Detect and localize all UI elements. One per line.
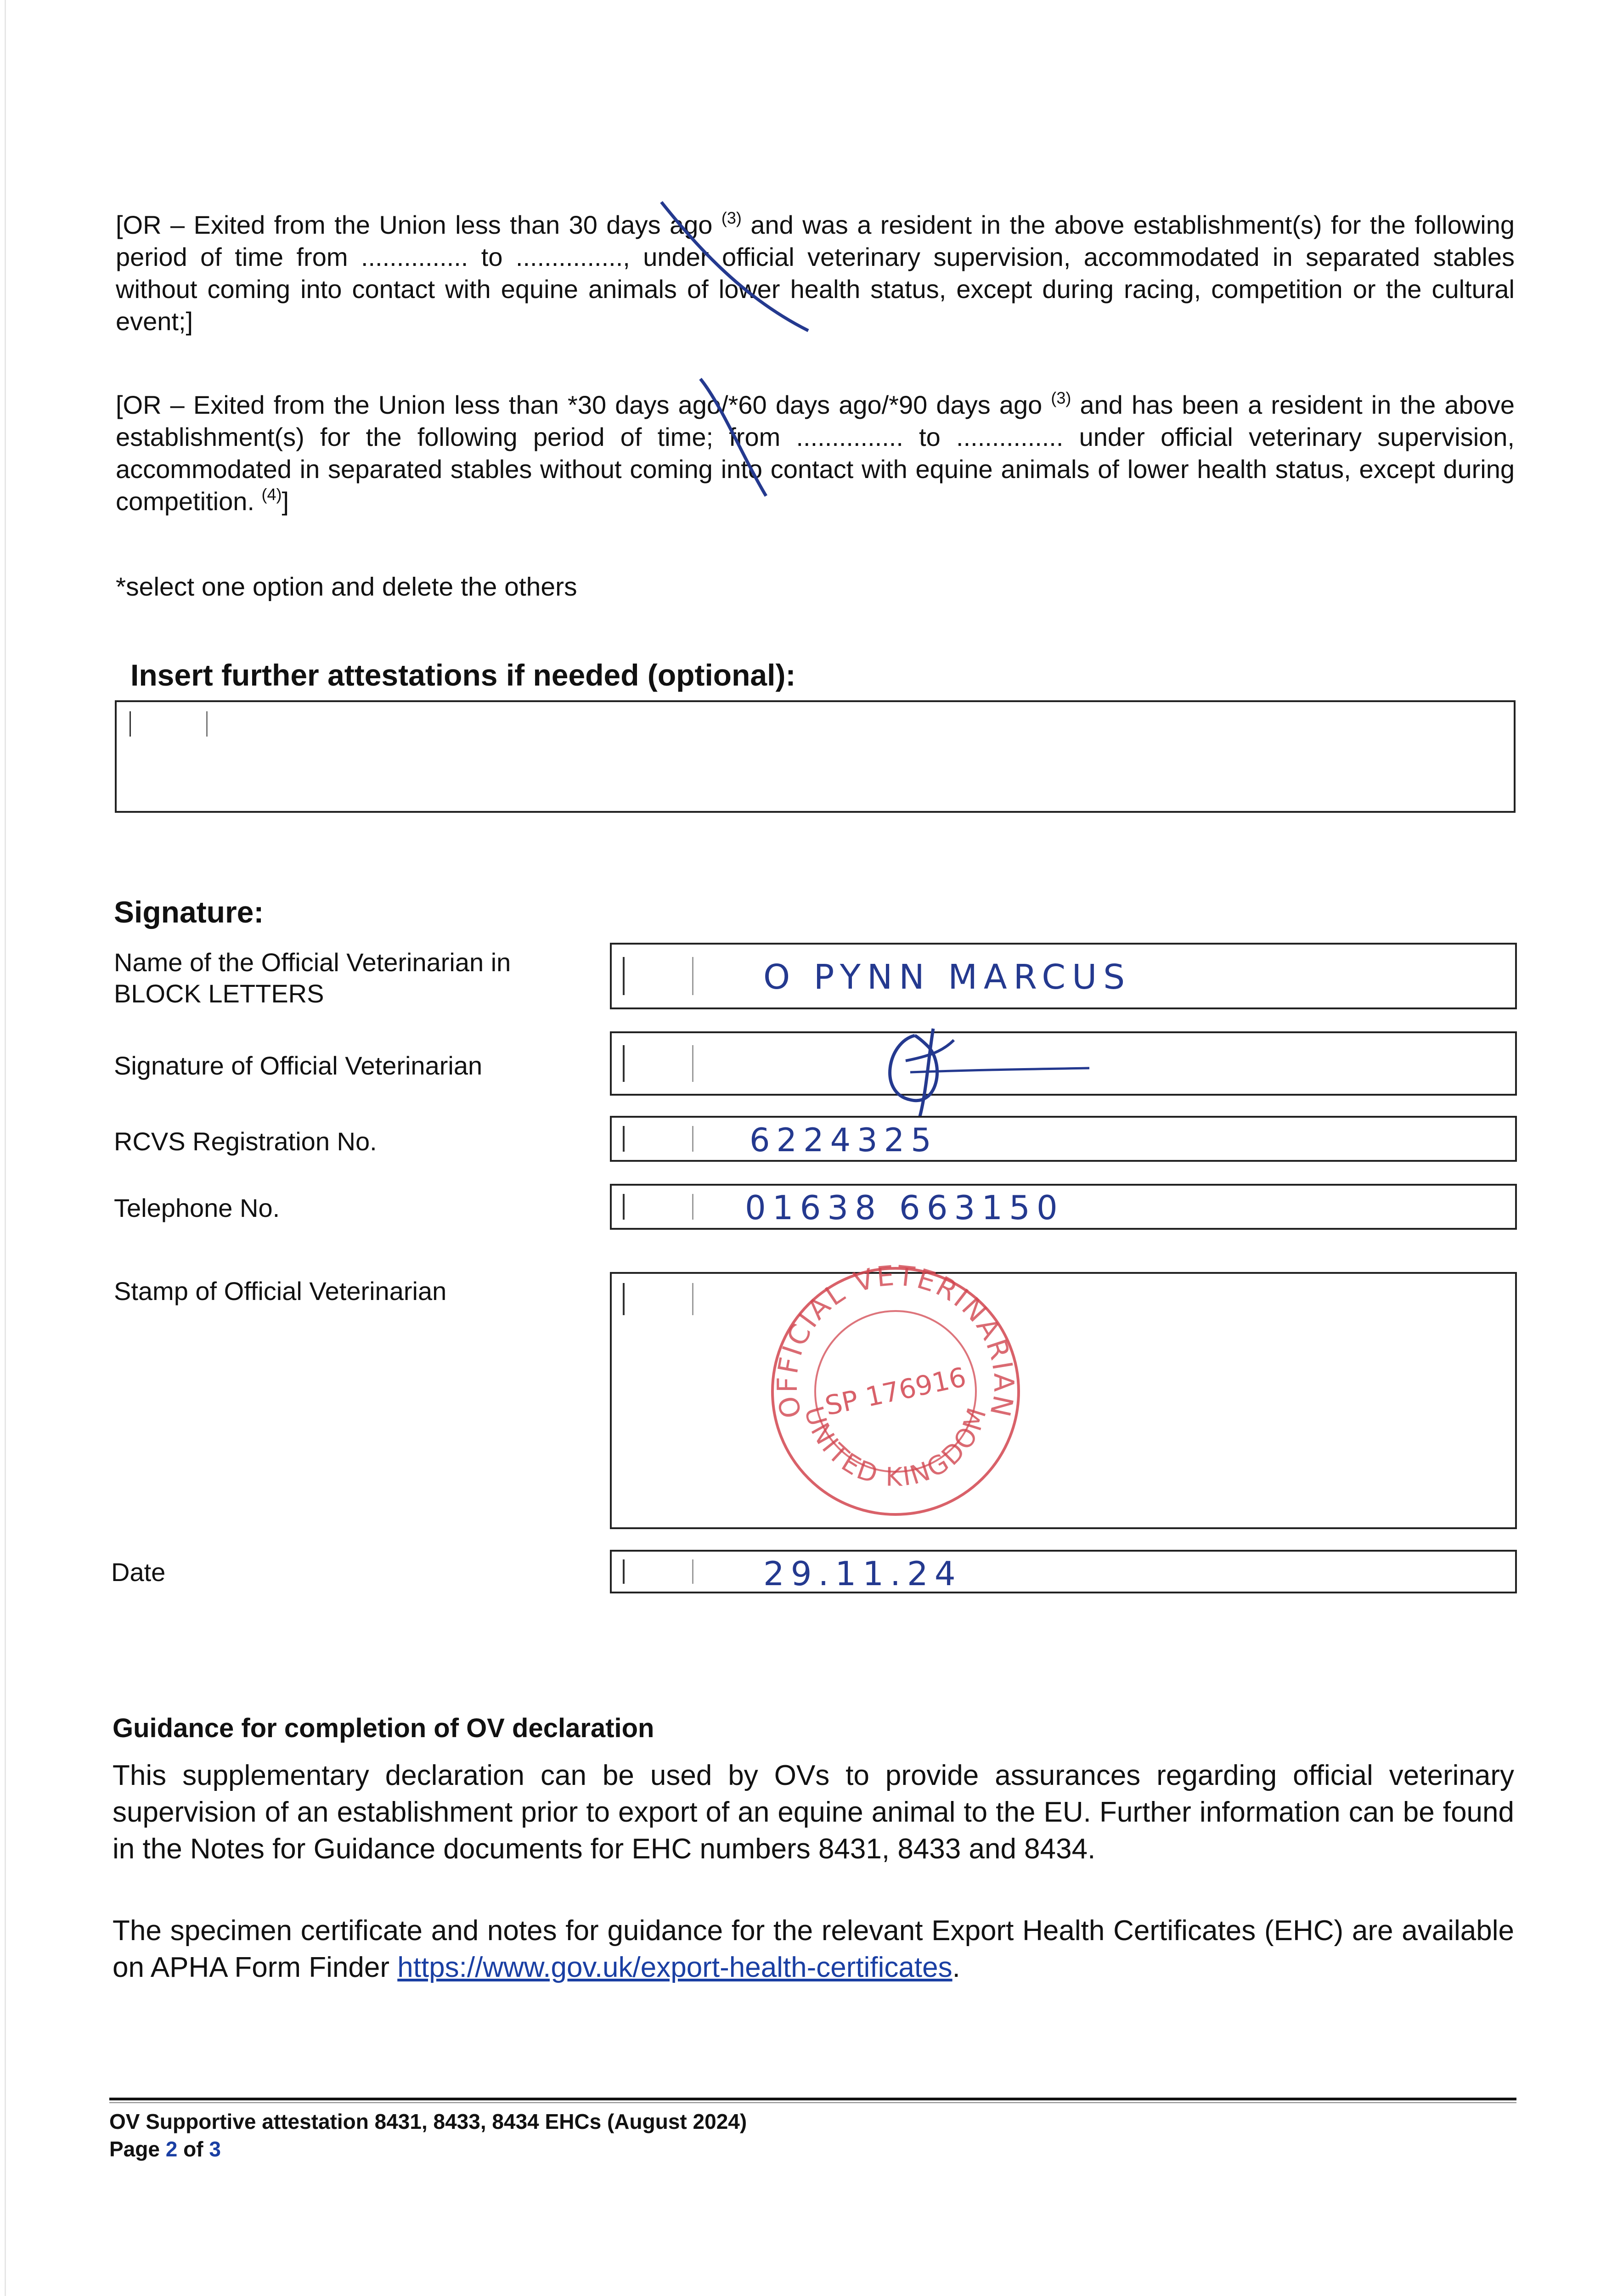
field-marker xyxy=(692,957,693,995)
paragraph-1-footnote-ref: (3) xyxy=(721,208,742,227)
paragraph-1-text-a: [OR – Exited from the Union less than 30 days ago xyxy=(116,210,713,239)
footer-rule-thin xyxy=(109,2102,1516,2103)
field-marker xyxy=(623,957,625,995)
field-marker xyxy=(692,1559,693,1583)
field-marker xyxy=(623,1045,625,1081)
telephone-field[interactable] xyxy=(610,1184,1517,1230)
name-field[interactable] xyxy=(610,943,1517,1009)
footer-page-total: 3 xyxy=(209,2137,221,2161)
paragraph-2-footnote-ref-a: (3) xyxy=(1051,388,1071,407)
field-marker xyxy=(206,711,208,737)
paragraph-2-footnote-ref-b: (4) xyxy=(261,485,282,504)
guidance-paragraph-1: This supplementary declaration can be used by OVs to provide assurances regarding official veterinary supervision of an establishment prior to export of an equine animal to the EU. Further information can be found in the Notes for Guidance documents for EHC numbers 8431, 8433 and 8434. xyxy=(113,1760,1514,1865)
footer-rule xyxy=(109,2098,1516,2100)
name-label-line-1: Name of the Official Veterinarian in xyxy=(114,948,511,977)
date-handwritten-value: 29.11.24 xyxy=(763,1554,962,1593)
paragraph-2-text-c: ] xyxy=(282,487,289,516)
telephone-handwritten-value: 01638 663150 xyxy=(745,1188,1064,1227)
field-marker xyxy=(623,1283,625,1315)
footer-page-of: of xyxy=(177,2137,209,2161)
page-edge xyxy=(5,0,6,2296)
guidance-paragraph-2 xyxy=(113,1913,1514,1986)
signature-heading: Signature: xyxy=(114,895,264,929)
guidance-paragraph-2-text: The specimen certificate and notes for guidance for the relevant Export Health Certificates (EHC) are available on APHA Form Finder xyxy=(113,1915,1514,1983)
guidance-heading: Guidance for completion of OV declaration xyxy=(113,1713,654,1743)
field-marker xyxy=(130,711,131,737)
field-marker xyxy=(623,1194,625,1219)
handwritten-signature-image xyxy=(860,1024,1099,1120)
stamp-field[interactable] xyxy=(610,1272,1517,1529)
paragraph-2-text-b: and has been a resident in the above establishment(s) for the following period of time; from ............... to ............... under official veterinary supervision, accommodated in separated stables without coming into contact with equine animals of lower health status, except during competition. xyxy=(116,390,1515,516)
footer-title: OV Supportive attestation 8431, 8433, 8434 EHCs (August 2024) xyxy=(109,2110,747,2133)
rcvs-label: RCVS Registration No. xyxy=(114,1127,377,1156)
further-attestations-heading: Insert further attestations if needed (optional): xyxy=(130,658,796,692)
field-marker xyxy=(692,1045,693,1081)
field-marker xyxy=(623,1559,625,1583)
name-handwritten-value: O PYNN MARCUS xyxy=(763,957,1132,997)
guidance-paragraph-2-end: . xyxy=(952,1952,960,1983)
stamp-bottom-text: UNITED KINGDOM xyxy=(798,1402,993,1492)
export-health-certificates-link[interactable]: https://www.gov.uk/export-health-certificates xyxy=(397,1952,952,1983)
footer-page-current: 2 xyxy=(165,2137,178,2161)
footer-page-word: Page xyxy=(109,2137,166,2161)
name-label xyxy=(114,947,511,1009)
name-label-line-2: BLOCK LETTERS xyxy=(114,979,324,1008)
stamp-number: SP 176916 xyxy=(822,1361,969,1422)
field-marker xyxy=(623,1126,625,1151)
field-marker xyxy=(692,1126,693,1151)
signature-field[interactable] xyxy=(610,1031,1517,1096)
date-field[interactable] xyxy=(610,1550,1517,1593)
field-marker xyxy=(692,1194,693,1219)
date-label: Date xyxy=(111,1558,166,1587)
stamp-label: Stamp of Official Veterinarian xyxy=(114,1277,447,1306)
paragraph-2-text-a: [OR – Exited from the Union less than *30 days ago/*60 days ago/*90 days ago xyxy=(116,390,1043,419)
telephone-label: Telephone No. xyxy=(114,1193,280,1222)
paragraph-1-text-b: and was a resident in the above establishment(s) for the following period of time from ............... to ..............., under official veterinary supervision, accommodated in separated stables without coming into contact with equine animals of lower health status, except during racing, competition or the cultural event;] xyxy=(116,210,1515,336)
stamp-top-text: OFFICIAL VETERINARIAN xyxy=(771,1260,1020,1421)
field-marker xyxy=(692,1283,693,1315)
signature-label: Signature of Official Veterinarian xyxy=(114,1051,483,1080)
footer-page-number xyxy=(109,2137,221,2161)
select-option-note: *select one option and delete the others xyxy=(116,572,577,602)
rcvs-field[interactable] xyxy=(610,1116,1517,1162)
rcvs-handwritten-value: 6224325 xyxy=(750,1121,938,1159)
further-attestations-field[interactable] xyxy=(115,700,1516,813)
official-veterinarian-stamp xyxy=(762,1254,1029,1525)
